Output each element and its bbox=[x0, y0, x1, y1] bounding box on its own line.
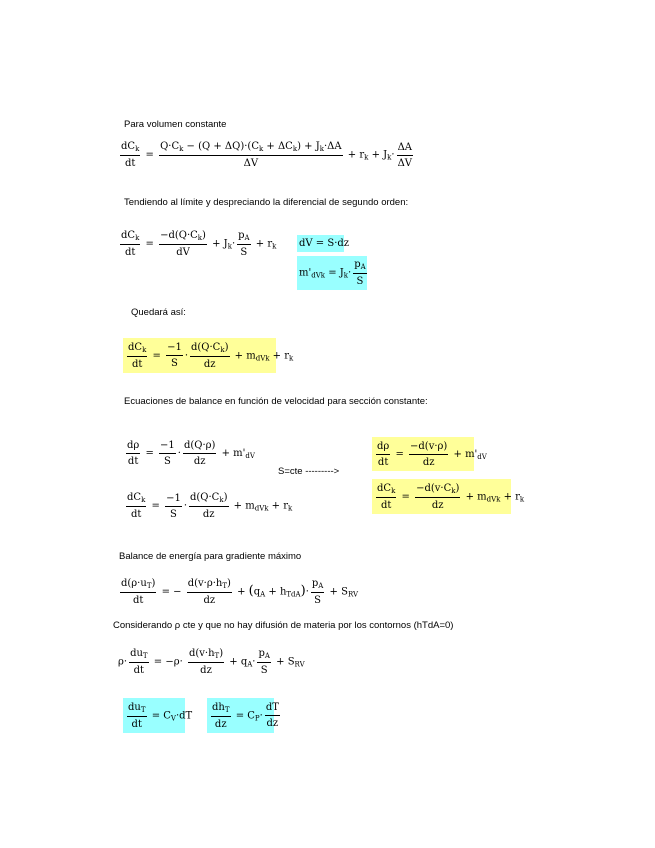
label-s-cte: S=cte ---------> bbox=[278, 466, 340, 477]
box-density-velocity: $\frac{d\rho}{dt}$ = $\frac{-d(v\cdot\rho)}{dz}$ + $m'_{dV}$ bbox=[372, 437, 474, 471]
equation-energy-balance: $\frac{d(\rho\cdot u_T)}{dt}$ = − $\frac{d(v\cdot\rho\cdot h_T)}{dz}$ + $(q_A + h_{TdA})\cdot$ $\frac{p_A}{S}$ + $S_{RV}$ bbox=[121, 578, 359, 606]
label-considerando: Considerando ρ cte y que no hay difusión de materia por los contornos (hTdA=0) bbox=[113, 620, 454, 631]
box-mdvk: $m'_{dVk} = J_k\cdot$ $\frac{p_A}{S}$ bbox=[297, 256, 367, 290]
label-tendiendo: Tendiendo al límite y despreciando la diferencial de segundo orden: bbox=[124, 197, 409, 208]
equation-energy-constant-rho: ρ· $du_T$ dt = −ρ· $\frac{d(v\cdot h_T)}{dz}$ + $q_A\cdot$ $\frac{p_A}{S}$ + $S_{RV}$ bbox=[118, 648, 305, 676]
label-ecuaciones: Ecuaciones de balance en función de velocidad para sección constante: bbox=[124, 396, 428, 407]
equation-volume-balance: $dC_k$ dt = $Q\cdot C_k - (Q + \Delta Q)\cdot(C_k + \Delta C_k) + J_k\cdot\Delta A$ ΔV + $r_k + J_k\cdot$ $\frac{\Delta A}{\Delta V}$ bbox=[121, 141, 413, 169]
equation-density-q: $\frac{d\rho}{dt}$ = $\frac{-1}{S}$ · $\frac{d(Q\cdot\rho)}{dz}$ + $m'_{dV}$ bbox=[127, 440, 255, 467]
label-quedara: Quedará así: bbox=[131, 307, 186, 318]
box-dh-cp: $dh_T$ dz = $C_P\cdot$ $\frac{dT}{dz}$ bbox=[207, 698, 274, 733]
label-balance-energia: Balance de energía para gradiente máximo bbox=[119, 551, 302, 562]
equation-limit: $dC_k$ dt = $\frac{-d(Q\cdot C_k)}{dV}$ + $J_k\cdot$ $\frac{p_A}{S}$ + $r_k$ bbox=[121, 230, 277, 258]
label-para-volumen: Para volumen constante bbox=[124, 119, 227, 130]
box-concentration-velocity: $dC_k$ dt = $\frac{-d(v\cdot C_k)}{dz}$ + $m_{dVk} + r_k$ bbox=[372, 479, 511, 514]
box-du-cv: $du_T$ dt = $C_V\cdot dT$ bbox=[123, 698, 185, 733]
box-dv-sdz: dV = S·dz bbox=[297, 235, 344, 252]
equation-concentration-q: $dC_k$ dt = $\frac{-1}{S}$ · $\frac{d(Q\cdot C_k)}{dz}$ + $m_{dVk} + r_k$ bbox=[127, 492, 293, 520]
box-quedara-equation: $dC_k$ dt = $\frac{-1}{S}$ · $\frac{d(Q\cdot C_k)}{dz}$ + $m_{dVk} + r_k$ bbox=[123, 338, 276, 373]
